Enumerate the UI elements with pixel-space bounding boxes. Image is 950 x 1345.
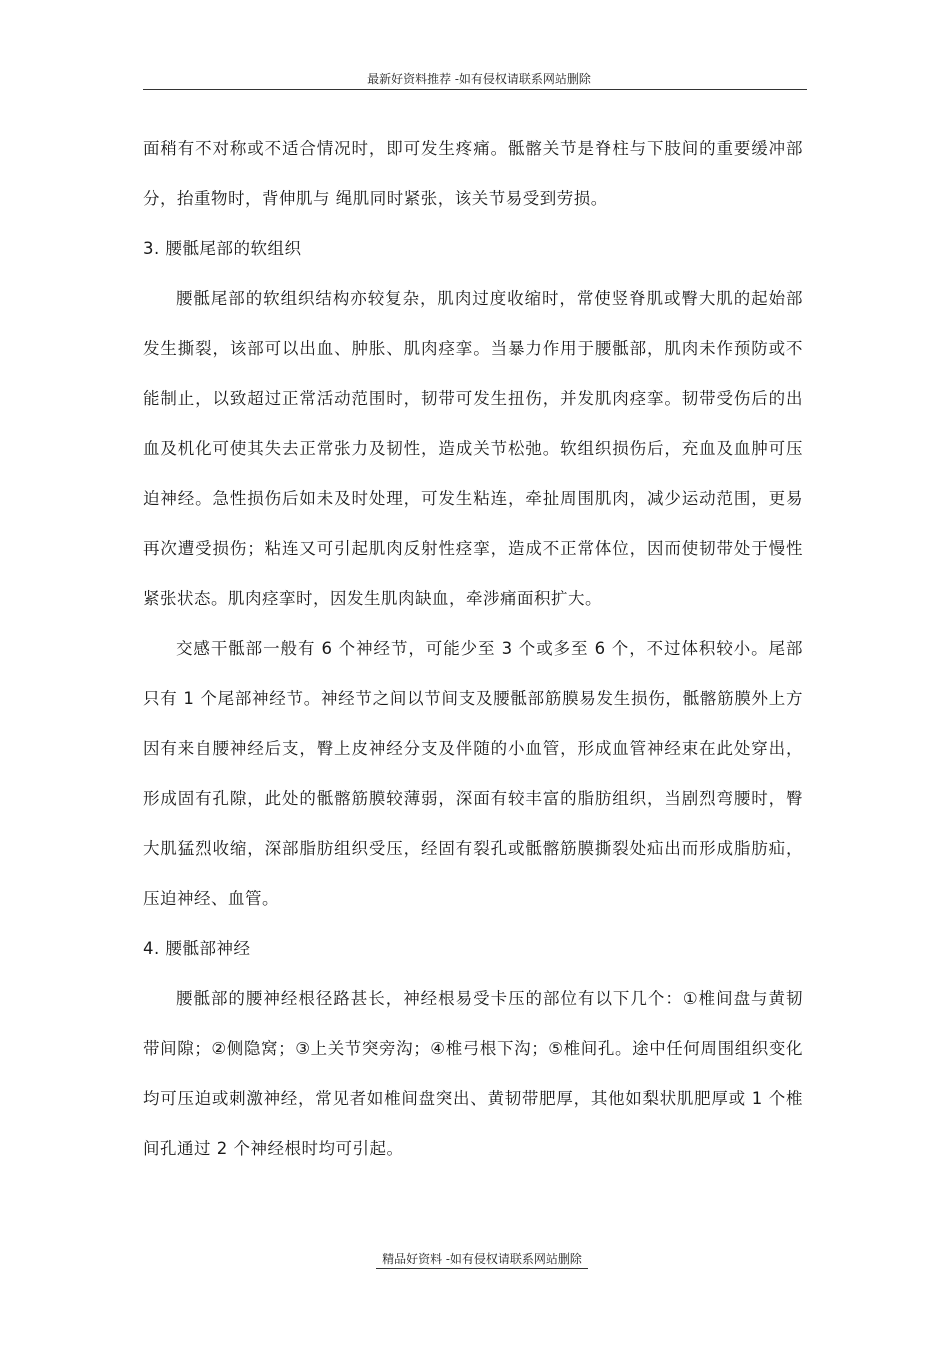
page-header — [0, 70, 950, 87]
header-rule — [143, 89, 807, 90]
paragraph-continued: 面稍有不对称或不适合情况时，即可发生疼痛。骶髂关节是脊柱与下肢间的重要缓冲部分，抬重物时，背伸肌与 绳肌同时紧张，该关节易受到劳损。 — [143, 139, 803, 208]
page-footer — [0, 1250, 950, 1269]
footer-text: 精品好资料 -如有侵权请联系网站删除 — [376, 1250, 588, 1269]
header-text: 最新好资料推荐 -如有侵权请联系网站删除 — [367, 72, 591, 86]
section-heading-3: 3. 腰骶尾部的软组织 — [143, 239, 302, 258]
paragraph-nerves: 腰骶部的腰神经根径路甚长，神经根易受卡压的部位有以下几个：①椎间盘与黄韧带间隙；②侧隐窝；③上关节突旁沟；④椎弓根下沟；⑤椎间孔。途中任何周围组织变化均可压迫或刺激神经，常见者如椎间盘突出、黄韧带肥厚，其他如梨状肌肥厚或 1 个椎间孔通过 2 个神经根时均可引起。 — [143, 989, 803, 1158]
paragraph-sympathetic-trunk: 交感干骶部一般有 6 个神经节，可能少至 3 个或多至 6 个，不过体积较小。尾部只有 1 个尾部神经节。神经节之间以节间支及腰骶部筋膜易发生损伤，骶髂筋膜外上方因有来自腰神经后支，臀上皮神经分支及伴随的小血管，形成血管神经束在此处穿出，形成固有孔隙，此处的骶髂筋膜较薄弱，深面有较丰富的脂肪组织，当剧烈弯腰时，臀大肌猛烈收缩，深部脂肪组织受压，经固有裂孔或骶髂筋膜撕裂处疝出而形成脂肪疝，压迫神经、血管。 — [143, 639, 803, 908]
section-heading-4: 4. 腰骶部神经 — [143, 939, 251, 958]
document-body — [143, 124, 803, 1174]
paragraph-soft-tissue: 腰骶尾部的软组织结构亦较复杂，肌肉过度收缩时，常使竖脊肌或臀大肌的起始部发生撕裂，该部可以出血、肿胀、肌肉痉挛。当暴力作用于腰骶部，肌肉未作预防或不能制止，以致超过正常活动范围时，韧带可发生扭伤，并发肌肉痉挛。韧带受伤后的出血及机化可使其失去正常张力及韧性，造成关节松弛。软组织损伤后，充血及血肿可压迫神经。急性损伤后如未及时处理，可发生粘连，牵扯周围肌肉，减少运动范围，更易再次遭受损伤；粘连又可引起肌肉反射性痉挛，造成不正常体位，因而使韧带处于慢性紧张状态。肌肉痉挛时，因发生肌肉缺血，牵涉痛面积扩大。 — [143, 289, 803, 608]
